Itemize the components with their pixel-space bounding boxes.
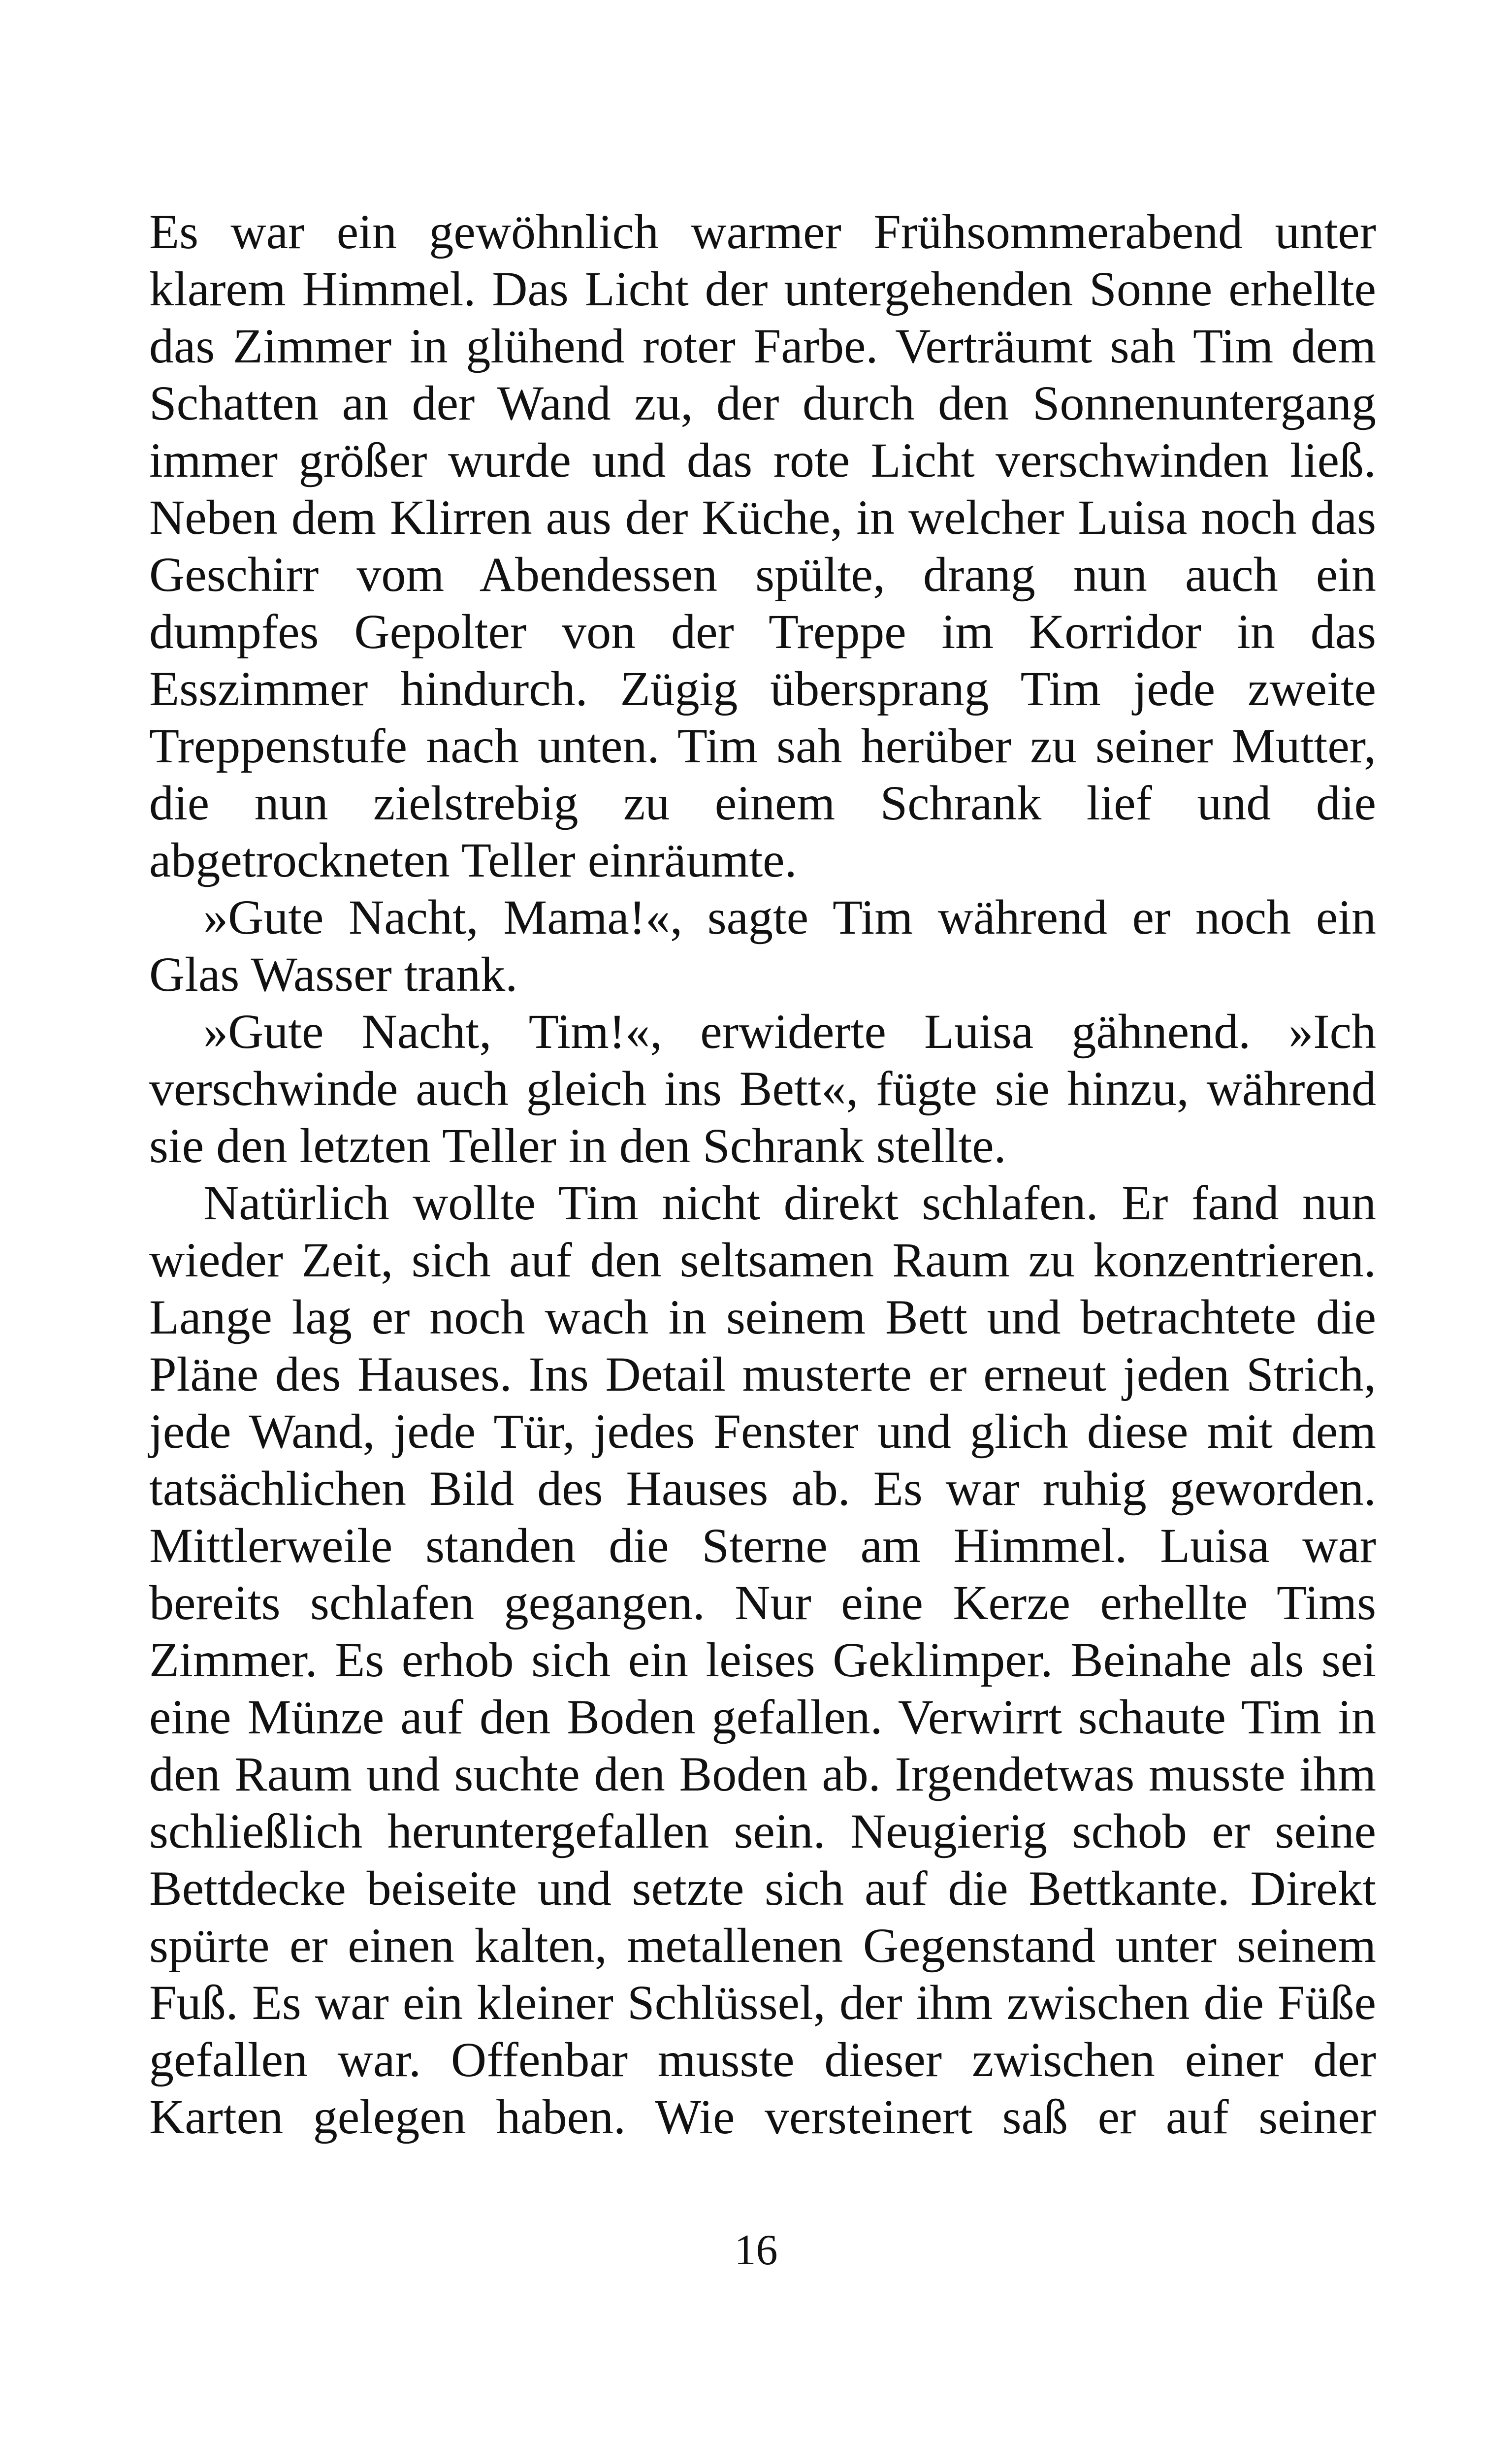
text-line: abgetrockneten Teller einräumte. [149, 833, 797, 887]
text-line: jede Wand, jede Tür, jedes Fenster und glich diese mit dem [149, 1404, 1376, 1459]
text-line: klarem Himmel. Das Licht der untergehenden Sonne erhellte [149, 261, 1376, 316]
text-line: Neben dem Klirren aus der Küche, in welcher Luisa noch das [149, 490, 1376, 545]
text-line: Treppenstufe nach unten. Tim sah herüber zu seiner Mutter, [149, 718, 1376, 773]
text-line: das Zimmer in glühend roter Farbe. Verträumt sah Tim dem [149, 319, 1376, 373]
text-line: spürte er einen kalten, metallenen Gegenstand unter seinem [149, 1918, 1376, 1973]
text-line: Zimmer. Es erhob sich ein leises Geklimper. Beinahe als sei [149, 1632, 1376, 1687]
text-line: schließlich heruntergefallen sein. Neugierig schob er seine [149, 1804, 1376, 1858]
text-line: eine Münze auf den Boden gefallen. Verwirrt schaute Tim in [149, 1690, 1376, 1744]
text-line: »Gute Nacht, Tim!«, erwiderte Luisa gähnend. »Ich [203, 1004, 1376, 1059]
text-line: Natürlich wollte Tim nicht direkt schlafen. Er fand nun [203, 1175, 1376, 1230]
text-line: die nun zielstrebig zu einem Schrank lief und die [149, 776, 1376, 830]
text-line: Pläne des Hauses. Ins Detail musterte er erneut jeden Strich, [149, 1347, 1376, 1401]
text-line: Mittlerweile standen die Sterne am Himmel. Luisa war [149, 1518, 1376, 1573]
text-line: den Raum und suchte den Boden ab. Irgendetwas musste ihm [149, 1747, 1376, 1801]
text-line: Fuß. Es war ein kleiner Schlüssel, der ihm zwischen die Füße [149, 1975, 1376, 2030]
text-line: Schatten an der Wand zu, der durch den Sonnenuntergang [149, 376, 1376, 430]
text-line: Esszimmer hindurch. Zügig übersprang Tim jede zweite [149, 661, 1376, 716]
body-text [149, 203, 1376, 2146]
text-line: Geschirr vom Abendessen spülte, drang nun auch ein [149, 547, 1376, 602]
text-line: »Gute Nacht, Mama!«, sagte Tim während er noch ein [203, 890, 1376, 945]
text-line: Karten gelegen haben. Wie versteinert saß er auf seiner [149, 2089, 1376, 2144]
text-line: Lange lag er noch wach in seinem Bett und betrachtete die [149, 1290, 1376, 1344]
text-line: bereits schlafen gegangen. Nur eine Kerze erhellte Tims [149, 1575, 1376, 1630]
text-line: dumpfes Gepolter von der Treppe im Korridor in das [149, 604, 1376, 659]
text-line: Glas Wasser trank. [149, 947, 518, 1002]
text-line: Es war ein gewöhnlich warmer Frühsommerabend unter [149, 204, 1376, 259]
text-line: gefallen war. Offenbar musste dieser zwischen einer der [149, 2032, 1376, 2087]
text-line: immer größer wurde und das rote Licht verschwinden ließ. [149, 433, 1376, 488]
text-line: wieder Zeit, sich auf den seltsamen Raum zu konzentrieren. [149, 1233, 1376, 1287]
text-line: sie den letzten Teller in den Schrank stellte. [149, 1118, 1006, 1173]
text-line: tatsächlichen Bild des Hauses ab. Es war ruhig geworden. [149, 1461, 1376, 1516]
text-line: Bettdecke beiseite und setzte sich auf die Bettkante. Direkt [149, 1861, 1376, 1916]
text-line: verschwinde auch gleich ins Bett«, fügte sie hinzu, während [149, 1061, 1376, 1116]
page-number: 16 [734, 2226, 778, 2274]
